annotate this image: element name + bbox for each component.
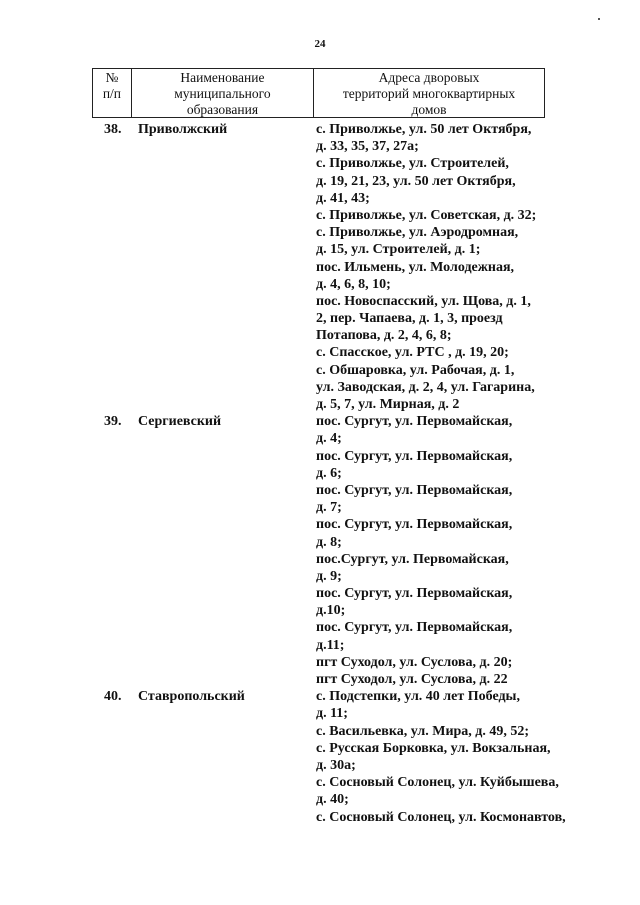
table-body xyxy=(0,121,640,826)
address-line: пос. Сургут, ул. Первомайская, xyxy=(316,586,513,602)
municipality-name: Ставропольский xyxy=(138,689,245,705)
address-line: ул. Заводская, д. 2, 4, ул. Гагарина, xyxy=(316,379,535,395)
address-line: пос.Сургут, ул. Первомайская, xyxy=(316,551,509,567)
address-line: с. Васильевка, ул. Мира, д. 49, 52; xyxy=(316,723,530,739)
address-line: пгт Суходол, ул. Суслова, д. 22 xyxy=(316,672,508,687)
address-line: с. Русская Борковка, ул. Вокзальная, xyxy=(316,740,551,756)
address-line: д. 7; xyxy=(316,500,342,516)
table-row xyxy=(0,688,640,826)
address-line: д. 19, 21, 23, ул. 50 лет Октября, xyxy=(316,173,516,189)
address-line: с. Спасское, ул. РТС , д. 19, 20; xyxy=(316,345,509,361)
header-addresses-cell xyxy=(314,69,544,117)
header-line: Наименование xyxy=(180,70,265,85)
address-line: д.11; xyxy=(316,637,345,653)
header-line: п/п xyxy=(102,86,122,101)
address-line: д. 9; xyxy=(316,568,342,584)
address-cell xyxy=(316,121,606,413)
scan-speck xyxy=(598,18,600,20)
address-line: с. Приволжье, ул. Строителей, xyxy=(316,156,509,172)
address-line: д. 40; xyxy=(316,792,349,808)
address-line: д. 11; xyxy=(316,706,348,722)
address-line: 2, пер. Чапаева, д. 1, 3, проезд xyxy=(316,311,503,327)
address-line: пос. Сургут, ул. Первомайская, xyxy=(316,620,513,636)
page-number: 24 xyxy=(314,38,326,50)
address-line: с. Обшаровка, ул. Рабочая, д. 1, xyxy=(316,362,515,378)
address-line: д.10; xyxy=(316,603,346,619)
row-number: 38. xyxy=(104,122,122,137)
address-line: пос. Сургут, ул. Первомайская, xyxy=(316,517,513,533)
address-line: пос. Сургут, ул. Первомайская, xyxy=(316,482,513,498)
table-header xyxy=(92,68,545,118)
address-line: д. 30а; xyxy=(316,757,356,773)
address-line: с. Приволжье, ул. Аэродромная, xyxy=(316,225,519,241)
address-line: д. 33, 35, 37, 27а; xyxy=(316,139,419,155)
address-line: д. 6; xyxy=(316,465,342,481)
address-line: пос. Ильмень, ул. Молодежная, xyxy=(316,259,515,275)
address-line: с. Приволжье, ул. Советская, д. 32; xyxy=(316,207,537,223)
row-number: 40. xyxy=(104,689,122,705)
address-line: с. Сосновый Солонец, ул. Космонавтов, xyxy=(316,809,566,825)
address-line: пгт Суходол, ул. Суслова, д. 20; xyxy=(316,654,513,670)
table-row xyxy=(0,121,640,413)
header-line: муниципального xyxy=(174,86,271,101)
header-line: Адреса дворовых xyxy=(378,70,480,85)
row-number: 39. xyxy=(104,414,122,430)
municipality-name: Сергиевский xyxy=(138,414,222,430)
address-line: д. 8; xyxy=(316,534,342,550)
address-line: д. 41, 43; xyxy=(316,190,370,206)
address-line: с. Приволжье, ул. 50 лет Октября, xyxy=(316,122,532,137)
address-line: д. 4; xyxy=(316,431,342,447)
address-cell xyxy=(316,413,606,688)
table-row xyxy=(0,413,640,688)
address-line: с. Сосновый Солонец, ул. Куйбышева, xyxy=(316,775,559,791)
header-municipality-cell xyxy=(132,69,314,117)
address-line: пос. Сургут, ул. Первомайская, xyxy=(316,448,513,464)
header-line: № xyxy=(105,70,119,85)
address-line: д. 4, 6, 8, 10; xyxy=(316,276,391,292)
header-line: образования xyxy=(186,102,259,117)
header-line: домов xyxy=(411,102,447,117)
address-line: с. Подстепки, ул. 40 лет Победы, xyxy=(316,689,520,705)
address-line: д. 15, ул. Строителей, д. 1; xyxy=(316,242,481,258)
address-cell xyxy=(316,688,606,826)
header-line: территорий многоквартирных xyxy=(342,86,516,101)
address-line: д. 5, 7, ул. Мирная, д. 2 xyxy=(316,397,460,412)
header-number-cell xyxy=(93,69,132,117)
municipality-name: Приволжский xyxy=(138,122,228,137)
address-line: пос. Новоспасский, ул. Щова, д. 1, xyxy=(316,293,531,309)
address-line: Потапова, д. 2, 4, 6, 8; xyxy=(316,328,452,344)
address-line: пос. Сургут, ул. Первомайская, xyxy=(316,414,513,430)
